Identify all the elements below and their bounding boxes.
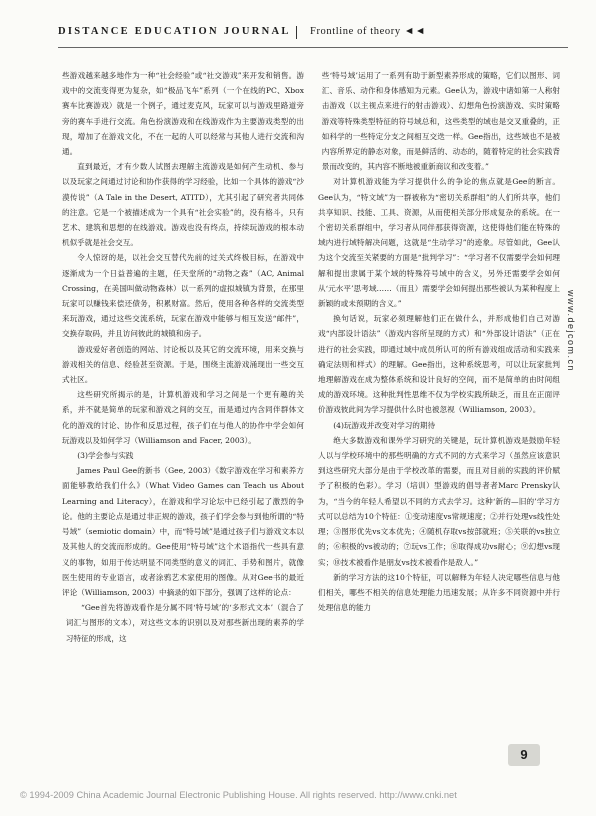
header-divider — [296, 26, 297, 39]
column-name-text: Frontline of theory — [310, 26, 401, 37]
left-column — [62, 68, 304, 646]
page-number: 9 — [520, 747, 528, 762]
double-arrow-icon: ◄◄ — [403, 26, 426, 37]
paragraph: (3)学会参与实践 — [77, 451, 134, 461]
website-url: www.dejcom.cn — [566, 290, 576, 373]
paragraph: James Paul Gee的新书（Gee, 2003）《数字游戏在学习和素养方面能够教给我们什么》（What Video Games can Teach us About Learning and Literacy），在游戏和学习论坛中已经引起了激烈的争论。他的主要论点是通过非正规的游戏，孩子们学会参与到他所谓的“特号域”（semiotic domain）中，而“特号域”是通过孩子们与游戏文本以及其他人的交流而形成的。Gee使用“特号域”这个术语指代一些具有意义的事物，如用于传达明显不同类型的意义的词汇、手势和图片，就像医生使用的专业语言，或者涂鸦艺术家使用的图像。从对Gee书的最近评论（Williamson, 2003）中摘录的如下部分，强调了这样的论点： — [62, 466, 304, 597]
right-column — [318, 68, 560, 615]
paragraph: 直到最近，才有少数人试图去理解主流游戏是如何产生动机、参与以及玩家之间通过讨论和协作获得的学习经验，比如一个具体的游戏“沙漠传说”（A Tale in the Desert, ATITD），尤其引起了研究者共同体的注意。它是一个被描述成为一个具有“社会实验”的，没有格斗，只有艺术、建筑和思想的在线游戏。游戏也没有终点，持续玩游戏的根本动机似乎就是社会交互。 — [62, 162, 304, 248]
paragraph: 这些研究所揭示的是，计算机游戏和学习之间是一个更有趣的关系，并不就是简单的玩家和游戏之间的交互，而是通过内含同伴群体文化的游戏的讨论、协作和反思过程，孩子们在与他人的协作中学会如何玩游戏以及如何学习（Williamson and Facer, 2003）。 — [62, 390, 304, 445]
column-name — [310, 26, 426, 37]
header-rule — [58, 47, 568, 48]
paragraph: 对计算机游戏能为学习提供什么的争论的焦点就是Gee的断言。Gee认为，“特文域”为一群被称为“密切关系群组”的人们所共享，他们共享知识、技能、工具、资源，从而使相关部分形成复杂的系统。在一个密切关系群组中，学习者从同伴那获得资源，这使得他们能在特殊的域内进行域特解决问题，这就是“生动学习”的迹象。尽管如此，Gee认为这个交流至关紧要的方面是“批判学习”：“学习者不仅需要学会如何理解和提出隶属于某个域的特殊符号域中的含义，另外还需要学会如何从‘元水平’思考域……（而且）需要学会如何提出那些被认为某种程度上新颖的或未预期的含义。” — [318, 177, 560, 309]
page-number-box — [508, 744, 540, 766]
paragraph: 些‘特号域’运用了一系列有助于新型素养形成的策略，它们以图形、词汇、音乐、动作和身体感知为元素。Gee认为，游戏中诸如第一人称射击游戏（以主视点来进行的射击游戏）、幻想角色扮演游戏、实时策略游戏等特殊类型特征的符号域总和，这些类型的域也是交叉重叠的，正如科学的一些特定分支之间相互交迭一样。Gee指出，这些域也不是被内容所界定的静态对象，而是鲜活的、动态的，随着特定的社会实践背景而改变的，其内容不断地被重新商议和改变着。” — [321, 71, 560, 172]
paragraph: 绝大多数游戏和课外学习研究的关键是，玩计算机游戏是鼓励年轻人以与学校环境中的那些明确的方式不同的方式来学习（虽然应该意识到这些研究大部分是由于学校改革的需要，而且对目前的实践的评价赋予了积极的色彩）。学习（培训）型游戏的倡导者者Marc Prensky认为，“当今的年轻人希望以不同的方式去学习。这种‘新的—旧的’学习方式可以总结为10个特征：①变动速度vs常规速度；②并行处理vs线性处理；③图形优先vs文本优先；④随机存取vs按部就班；⑤关联的vs独立的；⑥积极的vs被动的；⑦玩vs工作；⑧取得成功vs耐心；⑨幻想vs现实；⑩技术被看作是朋友vs技术被看作是敌人。” — [318, 435, 560, 567]
paragraph: 游戏爱好者创造的网站、讨论板以及其它的交流环境，用来交换与游戏相关的信息、经验甚至资源。于是，围绕主流游戏涌现出一些交互式社区。 — [62, 344, 304, 385]
running-header — [58, 24, 558, 42]
paragraph: (4)玩游戏并改变对学习的期待 — [333, 420, 436, 430]
paragraph: 换句话说，玩家必须理解他们正在做什么，并形成他们自己对游戏“内部设计语法”（游戏内容所呈现的方式）和“外部设计语法”（正在进行的社会实践，即通过域中成员所认可的所有游戏组成活动和实践来确定法则和样式）的理解。Gee指出，这种系统思考，可以让玩家批判地理解游戏在成为整体系统和设计良好的空间，而不是简单的由时间组成的游戏环境。这种批判性思维不仅为学校实践所缺乏，而且在正面评价游戏彼此间为学习提供什么时也被忽视（Williamson, 2003）。 — [318, 314, 560, 415]
paragraph: 新的学习方法的这10个特征，可以解释为年轻人决定哪些信息与他们相关，哪些不相关的信息处理能力迅速发展；从许多不同资源中并行处理信息的能力 — [318, 572, 560, 613]
copyright-footer: © 1994-2009 China Academic Journal Electronic Publishing House. All rights reserved. http://www.cnki.net — [20, 790, 457, 800]
paragraph: 些游戏越来越多地作为一种“社会经验”或“社交游戏”来开发和销售。游戏中的交流变得更为复杂，如“极品飞车”系列（一个在线的PC、Xbox赛车比赛游戏）就是一个例子，通过麦克风，玩家可以与游戏里路道旁旁的赛车手进行交流。角色扮演游戏和在线游戏作为主要游戏类型的出现，增加了在游戏文化，不在一起的人可以经常与其他人进行交流和沟通。 — [62, 71, 304, 157]
paragraph: 令人惊讶的是，以社会交互替代先前的过关式终极目标，在游戏中逐渐成为一个日益普遍的主题，任天堂所的“动物之森”（AC, Animal Crossing，在美国叫做动物森林）以一系列的虚拟城镇为背景，在那里玩家可以赚钱来偿还债务，积累财富。然后，使用各种各样的交流类型来玩游戏，通过这些交流系统，玩家在游戏中能够与相互发送“邮件”，交换存取码，并且访问彼此的城镇和房子。 — [62, 253, 304, 339]
journal-name: DISTANCE EDUCATION JOURNAL — [58, 26, 291, 37]
paragraph: “Gee首先将游戏看作是分属不同‘特号域’的‘多形式文本’（混合了词汇与图形的文本），对这些文本的识别以及对那些新出现的素养的学习特征的形成，这 — [65, 603, 304, 643]
